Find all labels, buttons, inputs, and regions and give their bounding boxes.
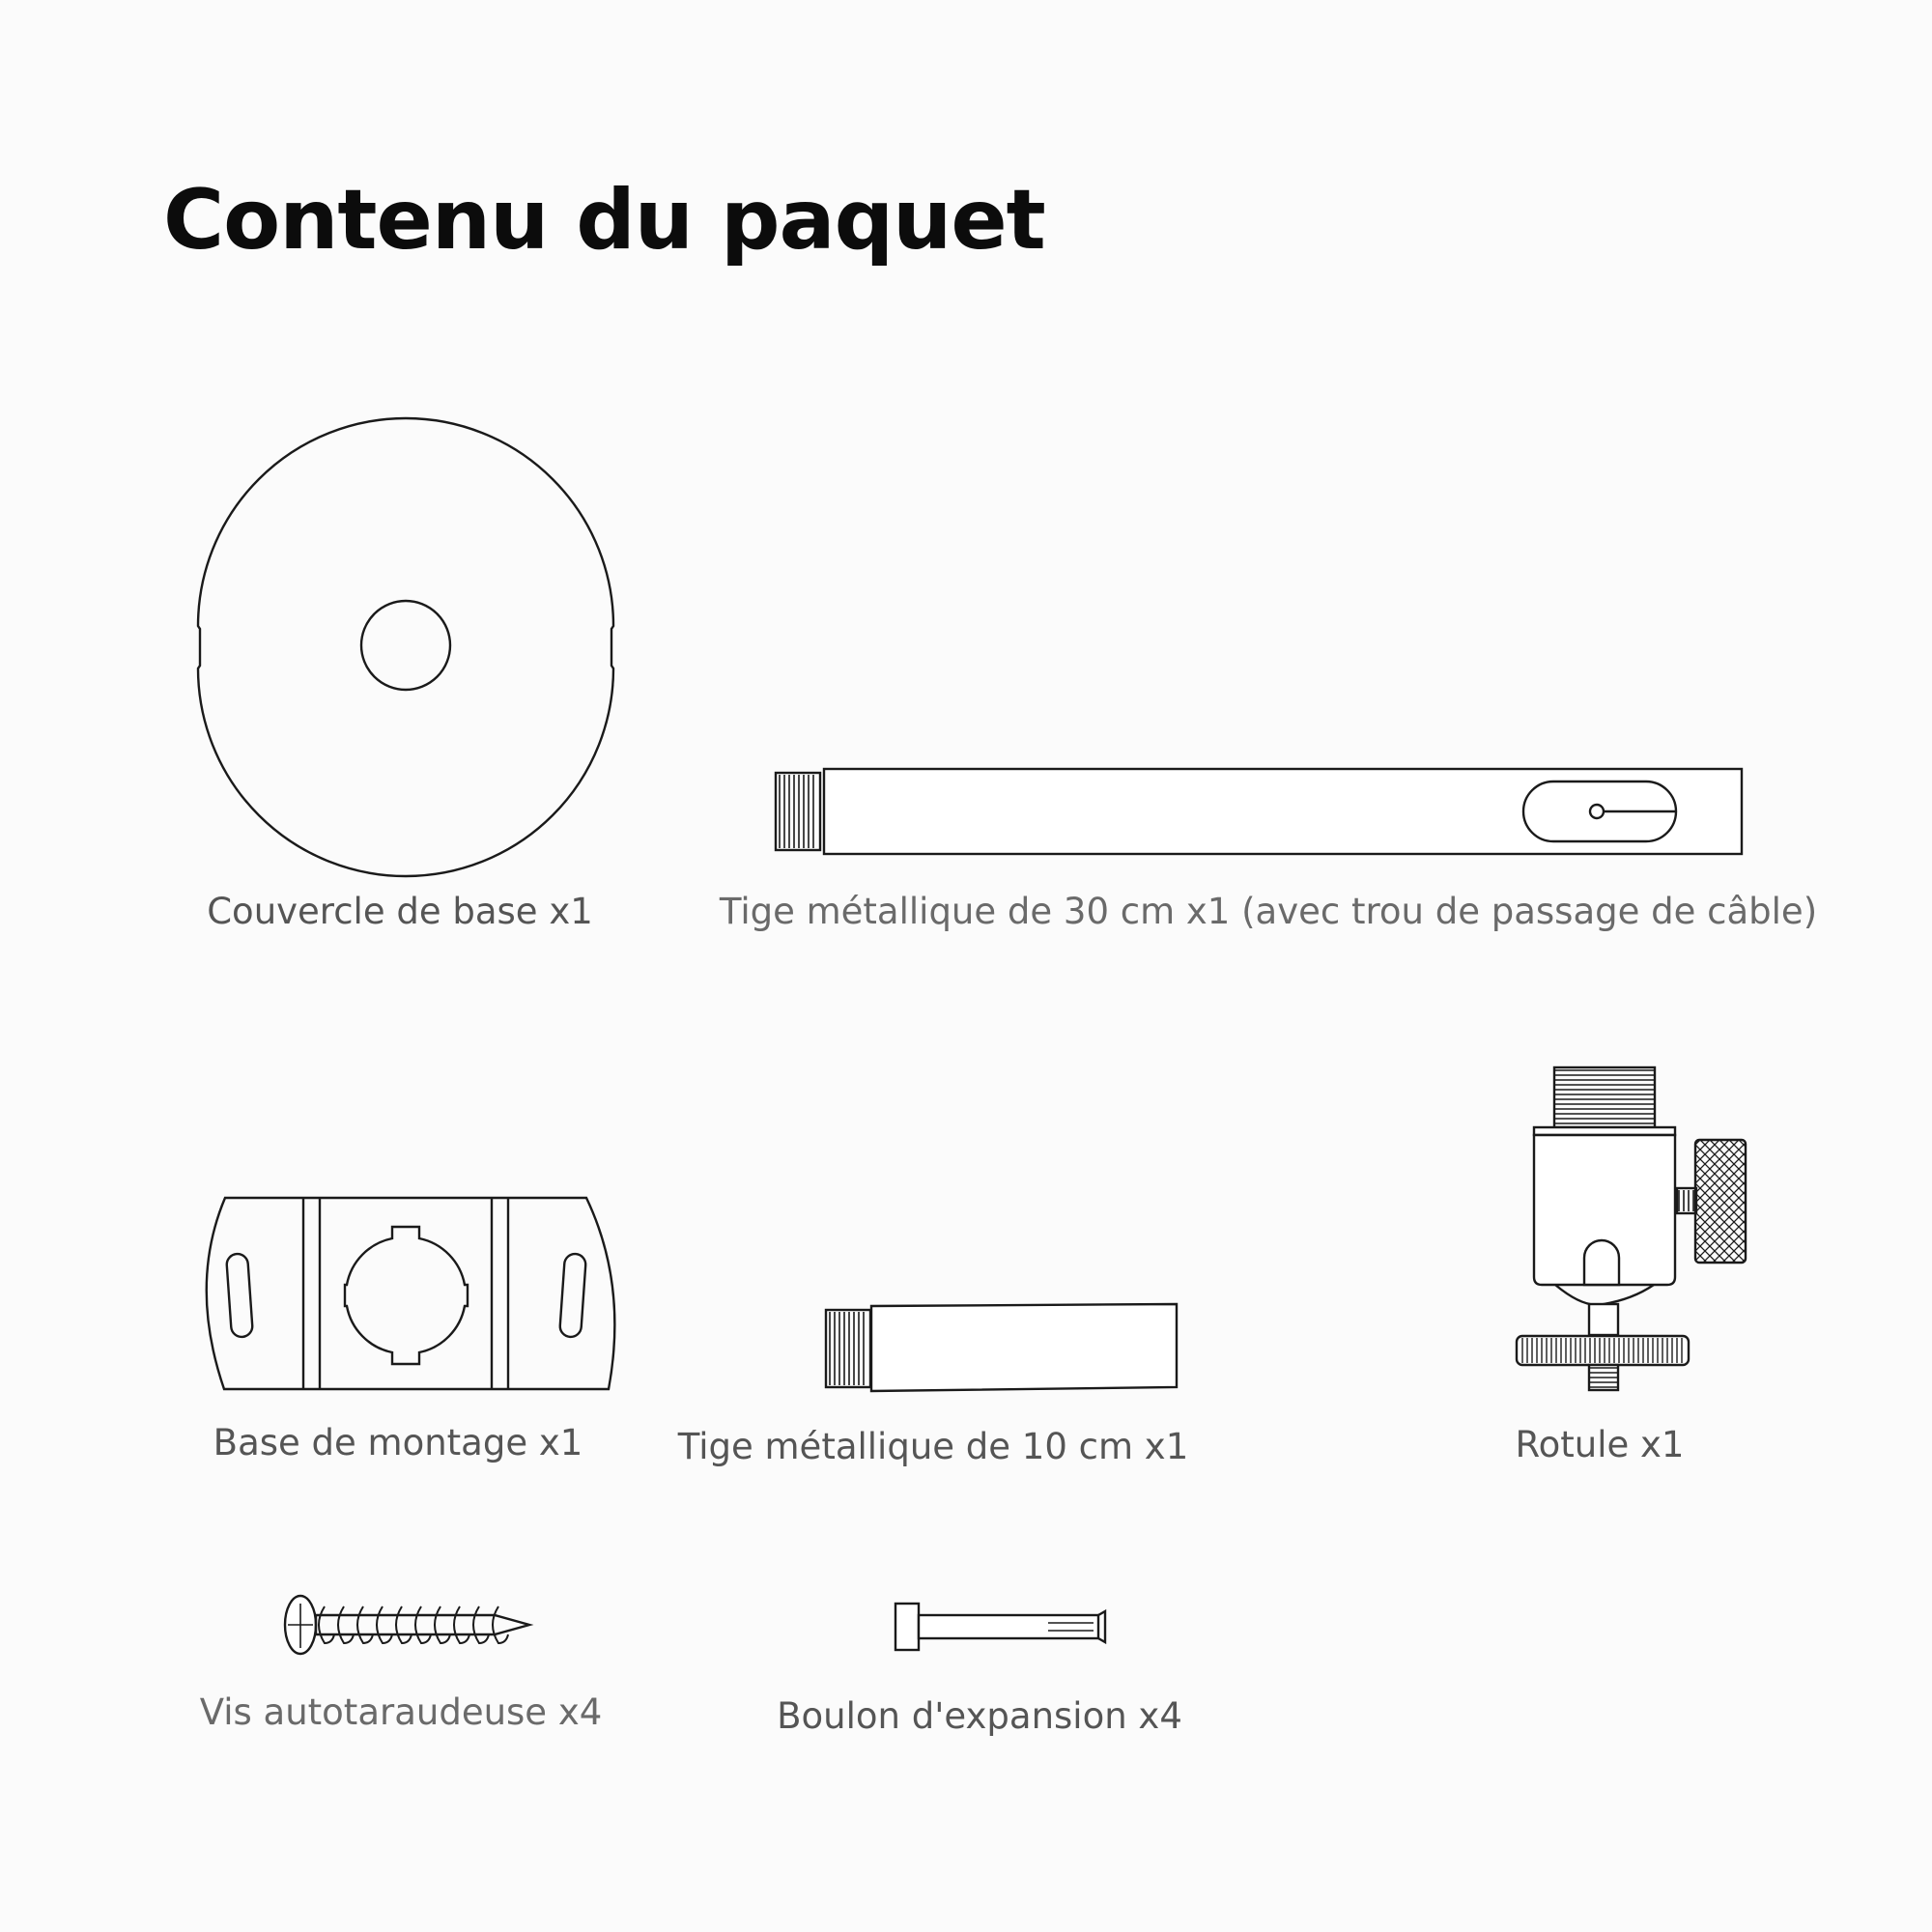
- metal-rod-10cm-icon: [826, 1304, 1177, 1391]
- item-label-expansion-bolt: Boulon d'expansion x4: [777, 1695, 1182, 1737]
- screw-coil: [377, 1606, 392, 1643]
- item-label-base-cover: Couvercle de base x1: [207, 891, 593, 932]
- screw-coil: [493, 1606, 508, 1643]
- base-cover-icon: [198, 418, 613, 876]
- expansion-bolt-icon: [895, 1604, 1105, 1650]
- metal-rod-30cm-icon: [776, 769, 1742, 854]
- self-tapping-screw-icon: [285, 1596, 529, 1654]
- item-label-metal-rod-30cm: Tige métallique de 30 cm x1 (avec trou de passage de câble): [719, 891, 1818, 932]
- screw-coil: [357, 1606, 373, 1643]
- screw-coil: [435, 1606, 450, 1643]
- item-label-ball-joint: Rotule x1: [1515, 1424, 1685, 1465]
- item-label-mounting-base: Base de montage x1: [213, 1422, 583, 1463]
- screw-coil: [338, 1606, 354, 1643]
- item-label-self-tapping-screw: Vis autotaraudeuse x4: [199, 1691, 603, 1733]
- screw-coil: [415, 1606, 431, 1643]
- screw-coil: [473, 1606, 489, 1643]
- item-label-metal-rod-10cm: Tige métallique de 10 cm x1: [677, 1426, 1189, 1467]
- mounting-base-icon: [207, 1198, 615, 1389]
- screw-coil: [454, 1606, 469, 1643]
- screw-coil: [396, 1606, 412, 1643]
- screw-coil: [319, 1606, 334, 1643]
- ball-joint-icon: [1517, 1067, 1746, 1390]
- page-title: Contenu du paquet: [163, 172, 1045, 269]
